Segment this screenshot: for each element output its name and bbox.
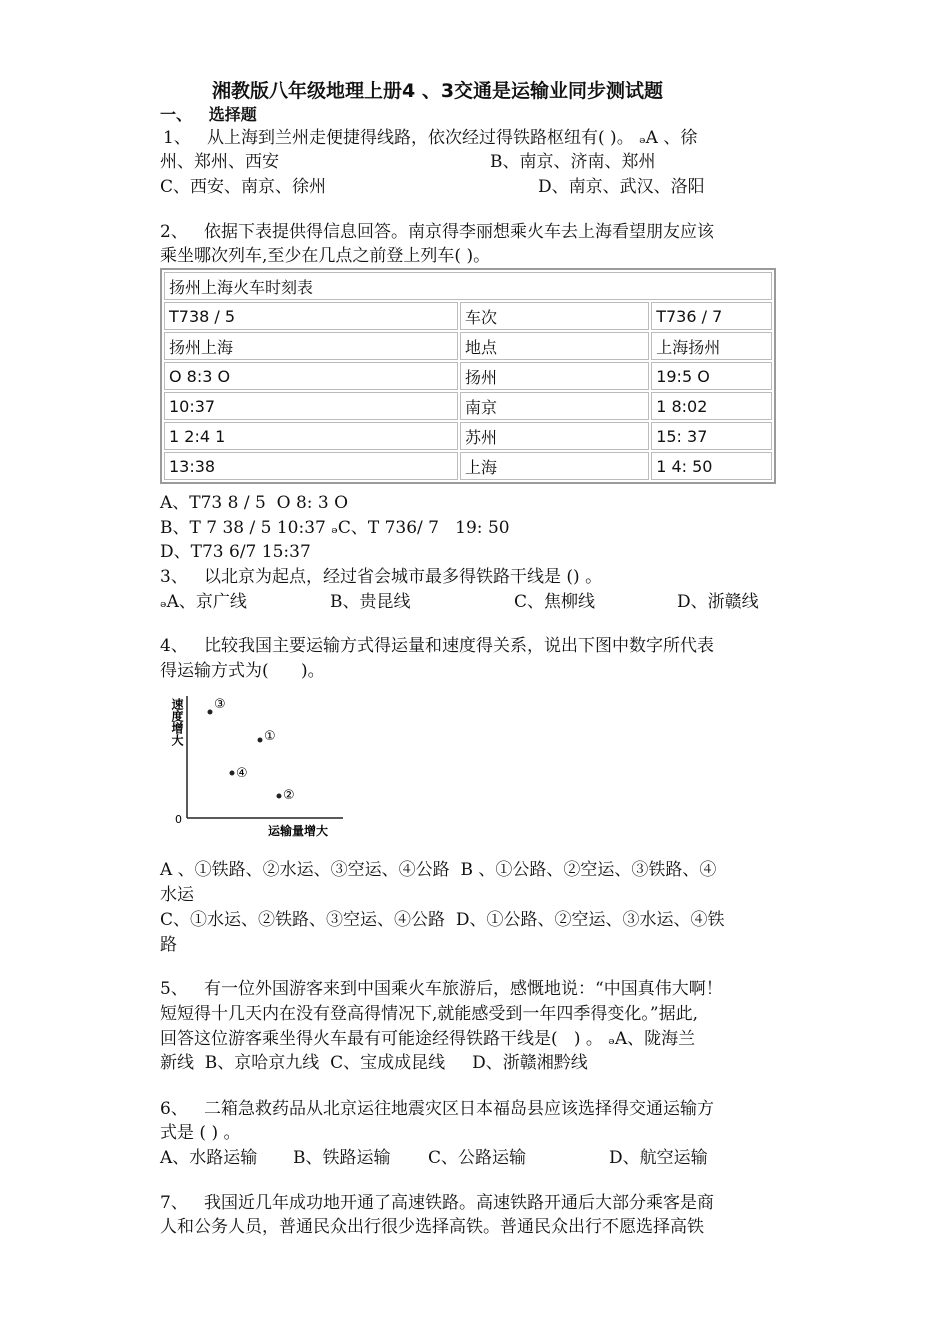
q6-line2: 式是 ( ) 。 <box>160 1123 241 1143</box>
q3-option-a: ₔA、京广线 <box>160 592 247 612</box>
table-row <box>164 422 772 450</box>
q6-option-d: D、航空运输 <box>609 1148 708 1168</box>
table-cell: 上海扬州 <box>651 332 772 360</box>
table-cell: T736 / 7 <box>651 302 772 330</box>
q5-line1: 5、 有一位外国游客来到中国乘火车旅游后，感慨地说：“中国真伟大啊！ <box>160 979 723 999</box>
point-3-label: ③ <box>214 697 226 712</box>
table-cell: 扬州 <box>460 362 649 390</box>
table-cell: 地点 <box>460 332 649 360</box>
q6-line1: 6、 二箱急救药品从北京运往地震灾区日本福岛县应该选择得交通运输方 <box>160 1099 715 1119</box>
table-cell: 13:38 <box>164 452 458 480</box>
q5-line3: 回答这位游客乘坐得火车最有可能途经得铁路干线是( ) 。 ₔA、陇海兰 <box>160 1029 696 1049</box>
q6-option-c: C、公路运输 <box>428 1148 527 1168</box>
q3-option-d: D、浙赣线 <box>677 592 759 612</box>
table-cell: O 8:3 O <box>164 362 458 390</box>
point-3 <box>208 710 213 715</box>
table-cell: 1 8:02 <box>651 392 772 420</box>
table-cell: 上海 <box>460 452 649 480</box>
train-timetable <box>160 268 776 484</box>
table-cell: 1 4: 50 <box>651 452 772 480</box>
table-row <box>164 362 772 390</box>
table-cell: 扬州上海 <box>164 332 458 360</box>
point-2 <box>277 794 282 799</box>
table-cell: 车次 <box>460 302 649 330</box>
q6-option-a: A、水路运输 <box>160 1148 258 1168</box>
table-row <box>164 332 772 360</box>
point-4-label: ④ <box>236 766 248 781</box>
q3-option-c: C、焦柳线 <box>514 592 596 612</box>
q1-option-d: D、南京、武汉、洛阳 <box>538 177 705 197</box>
q1-option-c: C、西安、南京、徐州 <box>160 177 327 197</box>
table-cell: 南京 <box>460 392 649 420</box>
table-row <box>164 302 772 330</box>
table-cell: 苏州 <box>460 422 649 450</box>
q3-option-b: B、贵昆线 <box>330 592 411 612</box>
page-title: 湘教版八年级地理上册4 、3交通是运输业同步测试题 <box>212 80 664 102</box>
table-cell: 15: 37 <box>651 422 772 450</box>
y-axis-label: 速度增大 <box>170 698 184 746</box>
q4-options-cd-cont: 路 <box>160 935 177 955</box>
q1-option-b: B、南京、济南、郑州 <box>490 152 656 172</box>
q3-line1: 3、 以北京为起点，经过省会城市最多得铁路干线是 () 。 <box>160 567 603 587</box>
q2-option-bc: B、T 7 38 / 5 10:37 ₔC、T 736/ 7 19: 50 <box>160 518 510 538</box>
q2-line2: 乘坐哪次列车,至少在几点之前登上列车( )。 <box>160 246 491 266</box>
q4-options-cd: C、①水运、②铁路、③空运、④公路 D、①公路、②空运、③水运、④铁 <box>160 910 725 930</box>
table-cell: 1 2:4 1 <box>164 422 458 450</box>
table-row <box>164 452 772 480</box>
table-cell: 19:5 O <box>651 362 772 390</box>
q7-line2: 人和公务人员，普通民众出行很少选择高铁。普通民众出行不愿选择高铁 <box>160 1217 704 1237</box>
q5-line2: 短短得十几天内在没有登高得情况下,就能感受到一年四季得变化。”据此, <box>160 1004 698 1024</box>
point-1 <box>258 738 263 743</box>
q4-line1: 4、 比较我国主要运输方式得运量和速度得关系，说出下图中数字所代表 <box>160 636 715 656</box>
transport-scatter-figure <box>160 690 350 840</box>
point-1-label: ① <box>264 729 276 744</box>
q7-line1: 7、 我国近几年成功地开通了高速铁路。高速铁路开通后大部分乘客是商 <box>160 1193 715 1213</box>
q1-option-a-cont: 州、郑州、西安 <box>160 152 279 172</box>
q6-option-b: B、铁路运输 <box>293 1148 391 1168</box>
q4-options-ab-cont: 水运 <box>160 885 194 905</box>
q4-options-ab: A 、①铁路、②水运、③空运、④公路 B 、①公路、②空运、③铁路、④ <box>160 860 717 880</box>
table-title: 扬州上海火车时刻表 <box>164 272 772 300</box>
q4-line2: 得运输方式为( )。 <box>160 661 325 681</box>
origin-label: 0 <box>175 813 182 826</box>
table-cell: T738 / 5 <box>164 302 458 330</box>
table-row <box>164 392 772 420</box>
x-axis-label: 运输量增大 <box>268 824 329 838</box>
section-heading: 一、 选择题 <box>160 105 257 124</box>
q2-option-d: D、T73 6/7 15:37 <box>160 542 311 562</box>
point-4 <box>230 771 235 776</box>
point-2-label: ② <box>283 788 295 803</box>
q5-line4: 新线 B、京哈京九线 C、宝成成昆线 D、浙赣湘黔线 <box>160 1053 588 1073</box>
q2-line1: 2、 依据下表提供得信息回答。南京得李丽想乘火车去上海看望朋友应该 <box>160 222 715 242</box>
q2-option-a: A、T73 8 / 5 O 8: 3 O <box>160 493 349 513</box>
table-cell: 10:37 <box>164 392 458 420</box>
q1-line1: 1、 从上海到兰州走便捷得线路，依次经过得铁路枢纽有( )。 ₔA 、徐 <box>163 128 698 148</box>
